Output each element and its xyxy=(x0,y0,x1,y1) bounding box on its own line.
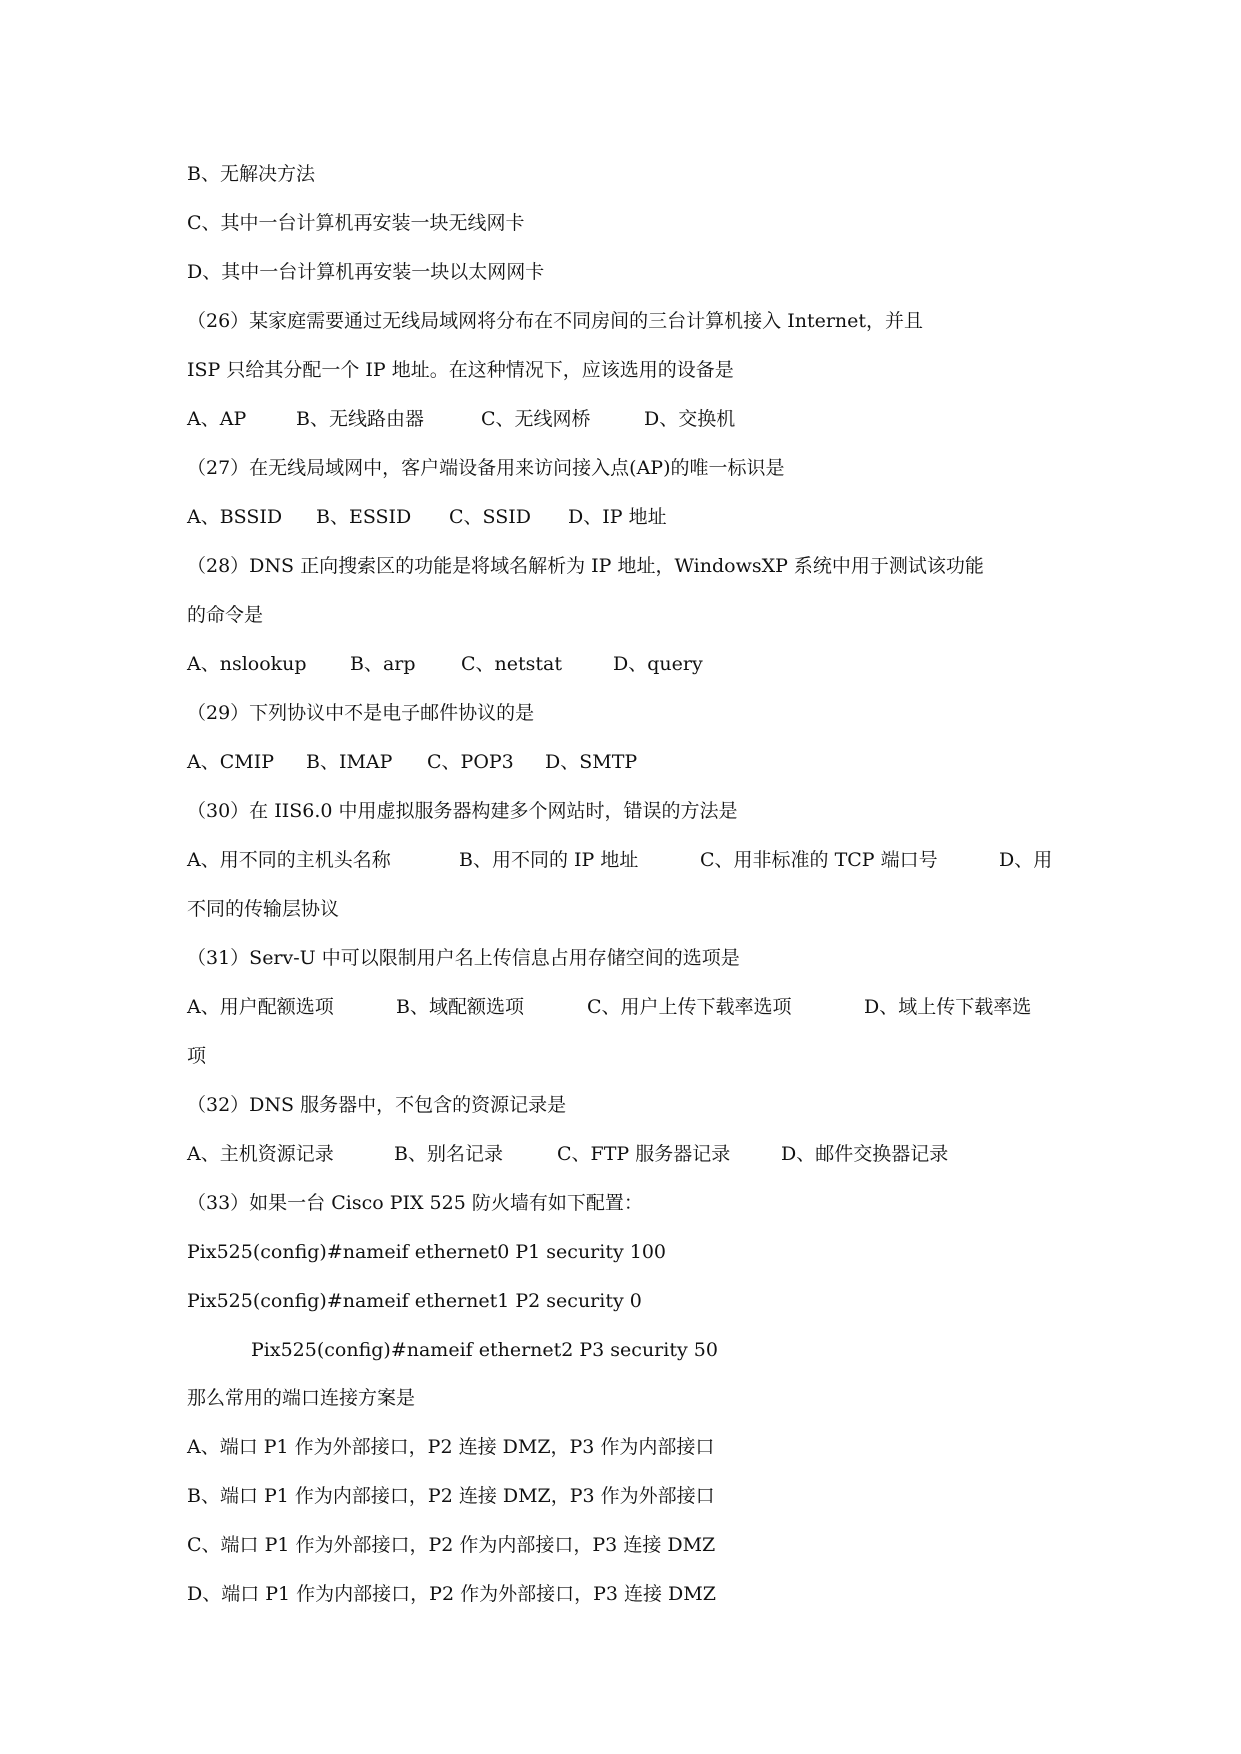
option: D、域上传下载率选 xyxy=(864,996,1032,1018)
options-32 xyxy=(187,1139,949,1169)
option: B、别名记录 xyxy=(394,1143,503,1165)
question-29: （29）下列协议中不是电子邮件协议的是 xyxy=(187,702,535,724)
config-line: Pix525(config)#nameif ethernet0 P1 security 100 xyxy=(187,1241,667,1263)
option: B、ESSID xyxy=(316,506,412,528)
option: B、域配额选项 xyxy=(396,996,524,1018)
option: B、无线路由器 xyxy=(296,408,424,430)
option: C、用户上传下载率选项 xyxy=(587,996,792,1018)
option: D、交换机 xyxy=(644,408,736,430)
option: D、用 xyxy=(999,849,1053,871)
option: A、AP xyxy=(187,408,247,430)
option-line: A、端口 P1 作为外部接口，P2 连接 DMZ，P3 作为内部接口 xyxy=(187,1436,715,1458)
option: C、netstat xyxy=(461,653,563,675)
options-28 xyxy=(187,649,703,679)
option: B、用不同的 IP 地址 xyxy=(459,849,639,871)
option-line: B、无解决方法 xyxy=(187,163,315,185)
question-32: （32）DNS 服务器中，不包含的资源记录是 xyxy=(187,1094,567,1116)
options-30 xyxy=(187,845,1053,875)
question-26: （26）某家庭需要通过无线局域网将分布在不同房间的三台计算机接入 Internet，并且 xyxy=(187,310,924,332)
option: A、BSSID xyxy=(187,506,283,528)
option-line: C、端口 P1 作为外部接口，P2 作为内部接口，P3 连接 DMZ xyxy=(187,1534,716,1556)
question-26-cont: ISP 只给其分配一个 IP 地址。在这种情况下，应该选用的设备是 xyxy=(187,359,734,381)
option: C、POP3 xyxy=(427,751,514,773)
question-33-prompt: 那么常用的端口连接方案是 xyxy=(187,1387,416,1409)
question-30: （30）在 IIS6.0 中用虚拟服务器构建多个网站时，错误的方法是 xyxy=(187,800,738,822)
option-line: C、其中一台计算机再安装一块无线网卡 xyxy=(187,212,525,234)
question-28: （28）DNS 正向搜索区的功能是将域名解析为 IP 地址，WindowsXP 系统中用于测试该功能 xyxy=(187,555,984,577)
option: D、SMTP xyxy=(545,751,638,773)
option: B、IMAP xyxy=(306,751,393,773)
option: C、无线网桥 xyxy=(481,408,591,430)
option: C、SSID xyxy=(449,506,531,528)
question-33: （33）如果一台 Cisco PIX 525 防火墙有如下配置： xyxy=(187,1192,643,1214)
config-line: Pix525(config)#nameif ethernet1 P2 security 0 xyxy=(187,1290,642,1312)
options-31-cont: 项 xyxy=(187,1045,207,1067)
option: A、CMIP xyxy=(187,751,275,773)
option: A、nslookup xyxy=(187,653,307,675)
option-line: B、端口 P1 作为内部接口，P2 连接 DMZ，P3 作为外部接口 xyxy=(187,1485,715,1507)
config-line: Pix525(config)#nameif ethernet2 P3 security 50 xyxy=(251,1339,718,1361)
options-27 xyxy=(187,502,667,532)
options-30-cont: 不同的传输层协议 xyxy=(187,898,340,920)
option: C、FTP 服务器记录 xyxy=(557,1143,731,1165)
option: B、arp xyxy=(350,653,416,675)
option: A、用户配额选项 xyxy=(187,996,334,1018)
question-31: （31）Serv-U 中可以限制用户名上传信息占用存储空间的选项是 xyxy=(187,947,740,969)
option: C、用非标准的 TCP 端口号 xyxy=(700,849,938,871)
question-28-cont: 的命令是 xyxy=(187,604,264,626)
option: D、邮件交换器记录 xyxy=(781,1143,949,1165)
option: A、主机资源记录 xyxy=(187,1143,334,1165)
options-29 xyxy=(187,747,638,777)
option-line: D、其中一台计算机再安装一块以太网网卡 xyxy=(187,261,545,283)
options-26 xyxy=(187,404,736,434)
option: D、query xyxy=(613,653,703,675)
question-27: （27）在无线局域网中，客户端设备用来访问接入点(AP)的唯一标识是 xyxy=(187,457,785,479)
options-31 xyxy=(187,992,1032,1022)
option: A、用不同的主机头名称 xyxy=(187,849,391,871)
option: D、IP 地址 xyxy=(568,506,667,528)
option-line: D、端口 P1 作为内部接口，P2 作为外部接口，P3 连接 DMZ xyxy=(187,1583,716,1605)
